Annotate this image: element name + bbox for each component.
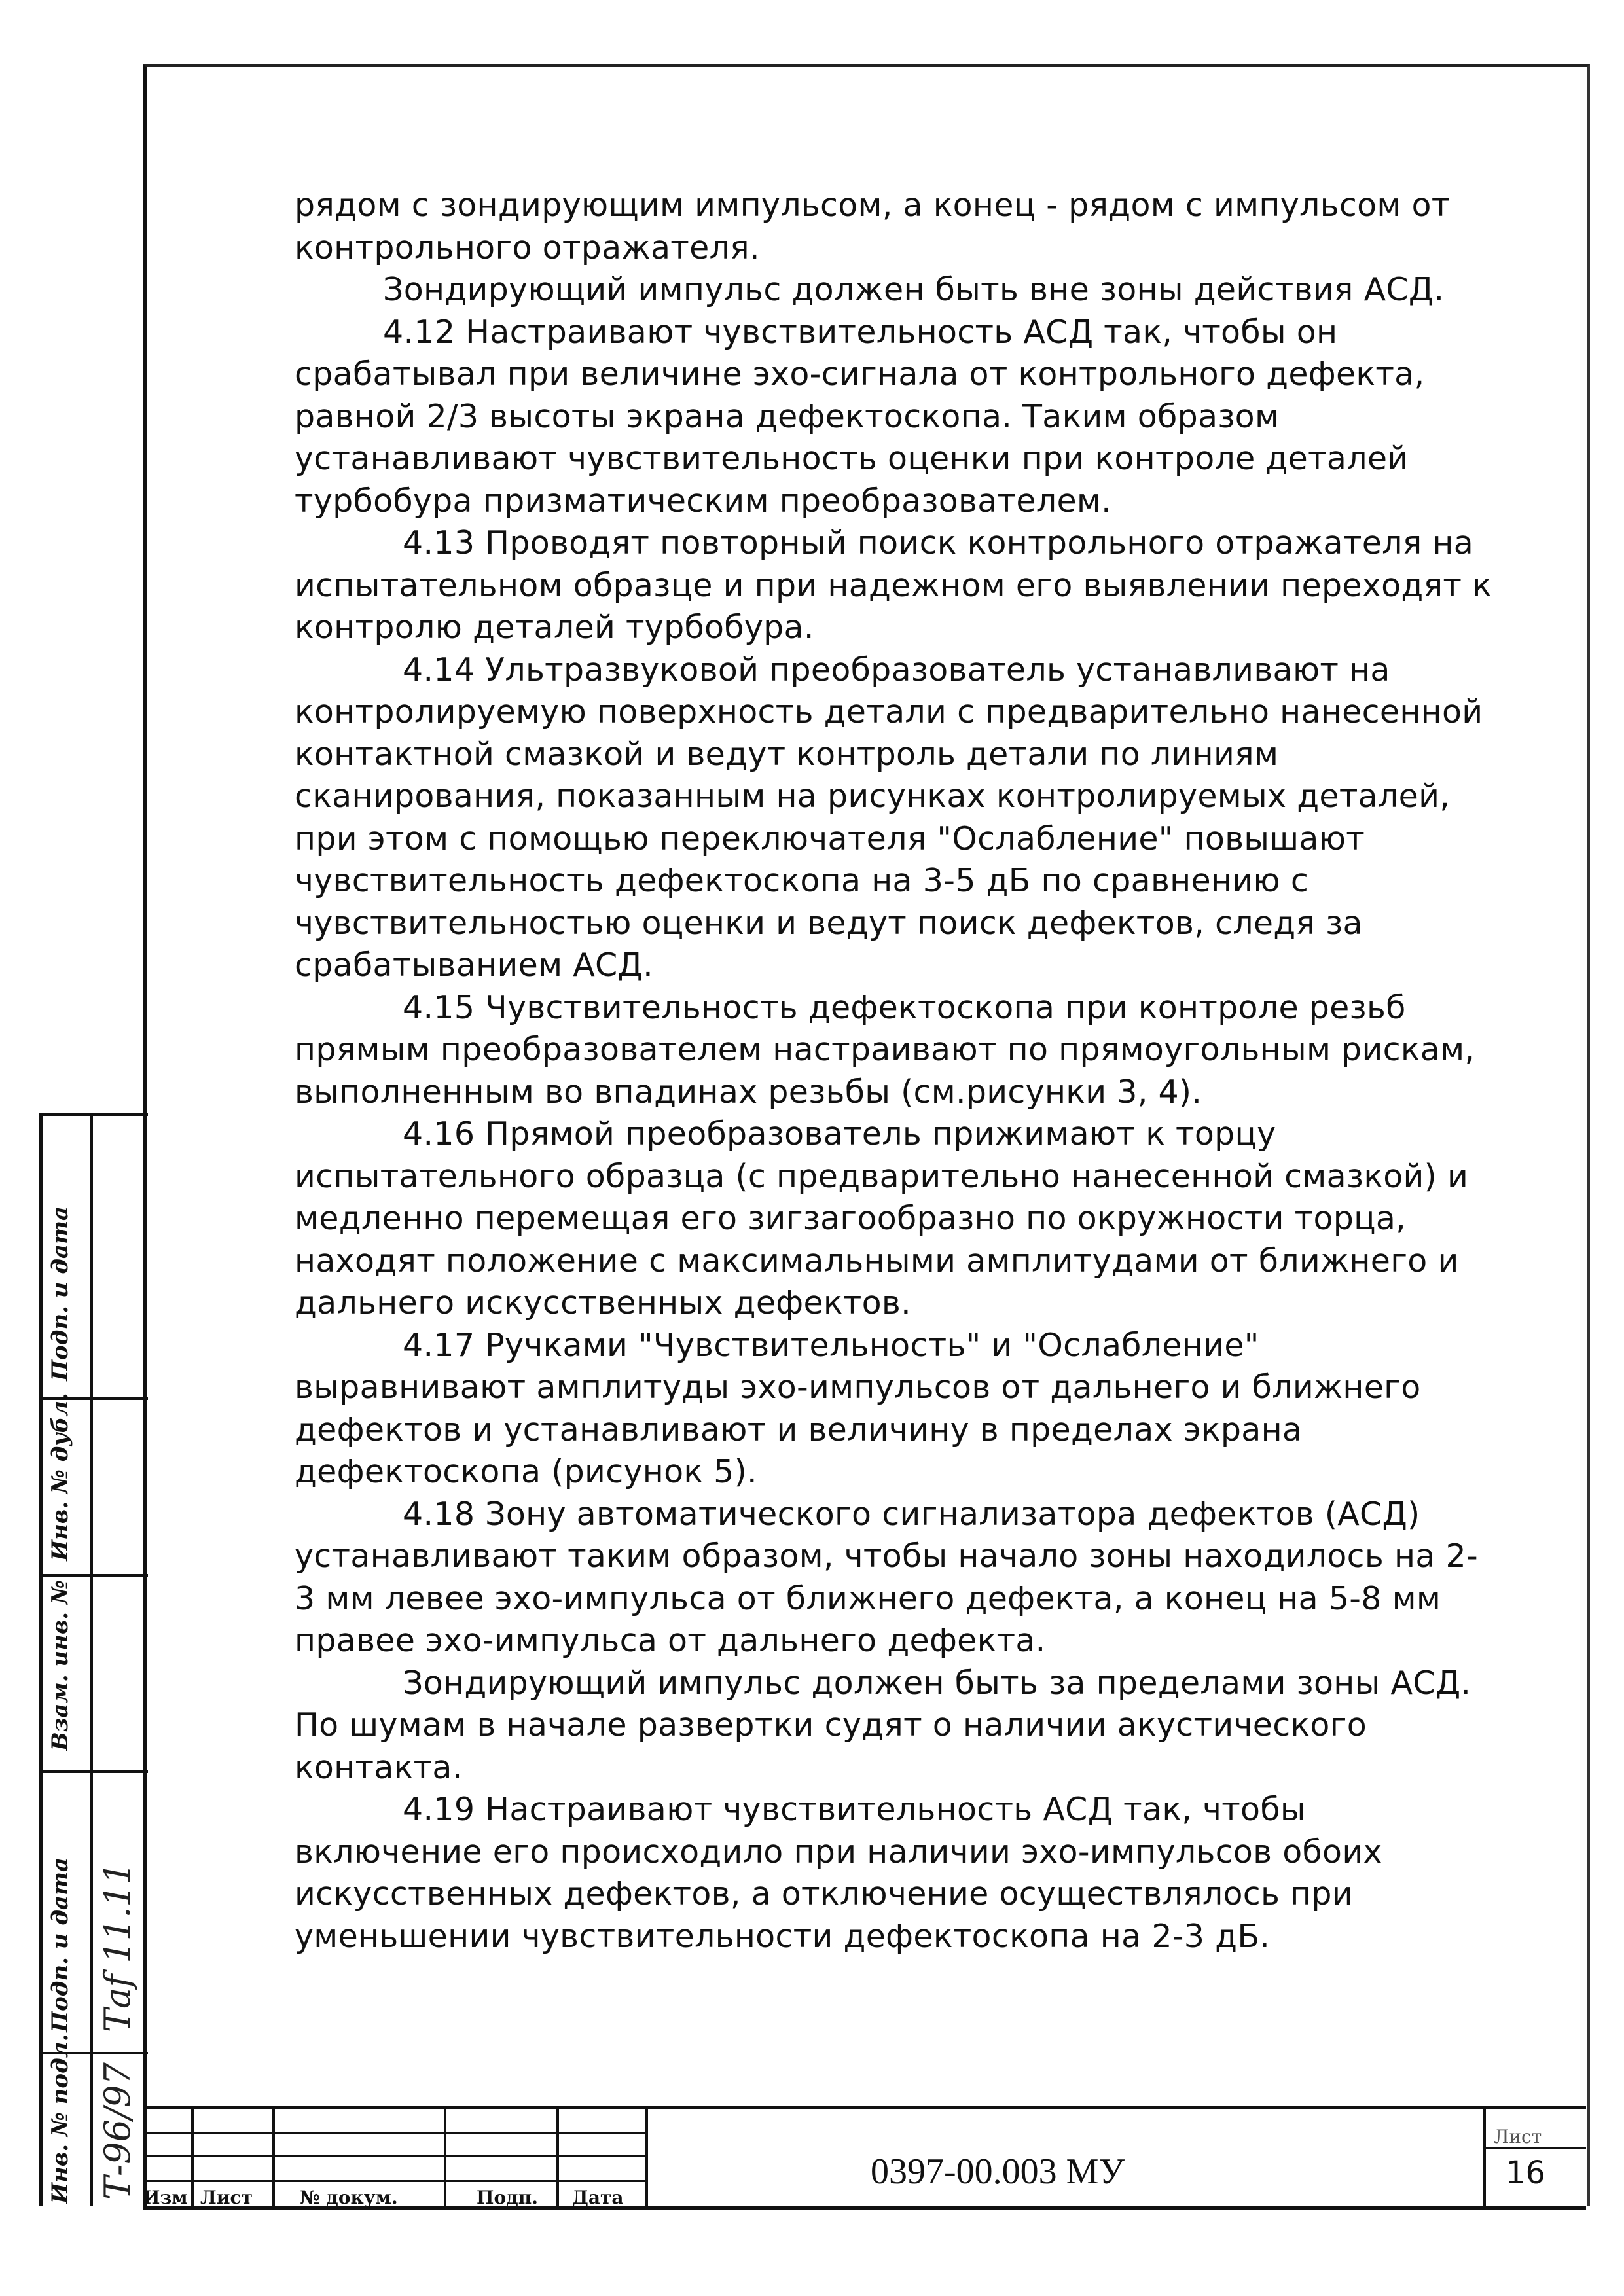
- paragraph: 4.18 Зону автоматического сигнализатора дефектов (АСД) устанавливают таким образом, чтобы начало зоны находилось на 2-3 мм левее эхо-импульса от ближнего дефекта, а конец на 5-8 мм правее эхо-импульса от дальнего дефекта.: [295, 1495, 1478, 1659]
- sheet-cell-divider: [1483, 2147, 1586, 2149]
- paragraph: 4.12 Настраивают чувствительность АСД так, чтобы он срабатывал при величине эхо-сигнала от контрольного дефекта, равной 2/3 высоты экрана дефектоскопа. Таким образом устанавливают чувствительность оценки при контроле деталей турбобура призматическим преобразователем.: [295, 313, 1425, 520]
- paragraph: 4.16 Прямой преобразователь прижимают к торцу испытательного образца (с предварительно нанесенной смазкой) и медленно перемещая его зигзагообразно по окружности торца, находят положение с максимальными амплитудами от ближнего и дальнего искусственных дефектов.: [295, 1115, 1469, 1321]
- handwritten-signature-date: Таf 11.11: [97, 1862, 138, 2032]
- handwritten-inventory-number: Т-96/97: [97, 2062, 138, 2200]
- side-label-vzam-inv: Взам. инв. №: [47, 1580, 73, 1751]
- label-izm: Изм: [143, 2187, 188, 2208]
- title-block-col-line: [444, 2109, 446, 2206]
- side-label-podp-data: Подп. и дата: [47, 1857, 73, 2032]
- side-cell-podp-data-top: [43, 1116, 148, 1400]
- label-podp: Подп.: [477, 2187, 539, 2208]
- title-block: [143, 2106, 1586, 2210]
- side-label-podp-data-top: Подп. и дата: [47, 1206, 73, 1381]
- side-cell-inv-dubl: [43, 1393, 148, 1577]
- paragraph: Зондирующий импульс должен быть за пределами зоны АСД. По шумам в начале развертки судят о наличии акустического контакта.: [295, 1664, 1471, 1786]
- paragraph: 4.14 Ультразвуковой преобразователь устанавливают на контролируемую поверхность детали с предварительно нанесенной контактной смазкой и ведут контроль детали по линиям сканирования, показанным на рисунках контролируемых деталей, при этом с помощью переключателя "Ослабление" повышают чувствительность дефектоскопа на 3-5 дБ по сравнению с чувствительностью оценки и ведут поиск дефектов, следя за срабатыванием АСД.: [295, 651, 1483, 984]
- title-block-row-line: [143, 2132, 647, 2134]
- side-label-inv-podl: Инв. № подл.: [47, 2034, 73, 2204]
- paragraph: 4.13 Проводят повторный поиск контрольного отражателя на испытательном образце и при надежном его выявлении переходят к контролю деталей турбобура.: [295, 524, 1492, 646]
- side-label-inv-dubl: Инв. № дубл.: [47, 1393, 73, 1561]
- title-block-col-line: [191, 2109, 194, 2206]
- side-stamp: [39, 1113, 148, 2206]
- paragraph: 4.17 Ручками "Чувствительность" и "Ослабление" выравнивают амплитуды эхо-импульсов от дальнего и ближнего дефектов и устанавливают и величину в пределах экрана дефектоскопа (рисунок 5).: [295, 1326, 1421, 1490]
- paragraph: 4.19 Настраивают чувствительность АСД так, чтобы включение его происходило при наличии эхо-импульсов обоих искусственных дефектов, а отключение осуществлялось при уменьшении чувствительности дефектоскопа на 2-3 дБ.: [295, 1791, 1382, 1955]
- label-list: Лист: [200, 2187, 253, 2208]
- title-block-row-line: [143, 2180, 647, 2182]
- side-cell-vzam-inv: [43, 1574, 148, 1773]
- title-block-col-line: [1483, 2109, 1486, 2206]
- title-block-col-line: [556, 2109, 559, 2206]
- paragraph: Зондирующий импульс должен быть вне зоны действия АСД.: [383, 271, 1445, 308]
- paragraph: рядом с зондирующим импульсом, а конец - рядом с импульсом от контрольного отражателя.: [295, 187, 1451, 266]
- title-block-row-line: [143, 2155, 647, 2157]
- label-data: Дата: [572, 2187, 624, 2208]
- title-block-col-line: [645, 2109, 648, 2206]
- sheet-label: Лист: [1494, 2126, 1542, 2147]
- document-code: 0397-00.003 МУ: [871, 2151, 1125, 2192]
- sheet-number: 16: [1506, 2155, 1546, 2191]
- title-block-col-line: [272, 2109, 275, 2206]
- label-n-dokum: № докум.: [300, 2187, 398, 2208]
- side-cell-podp-data: [43, 1770, 148, 2054]
- side-cell-inv-podl: [43, 2034, 148, 2206]
- document-body: [295, 185, 1492, 1958]
- paragraph: 4.15 Чувствительность дефектоскопа при контроле резьб прямым преобразователем настраивают по прямоугольным рискам, выполненным во впадинах резьбы (см.рисунки 3, 4).: [295, 988, 1475, 1111]
